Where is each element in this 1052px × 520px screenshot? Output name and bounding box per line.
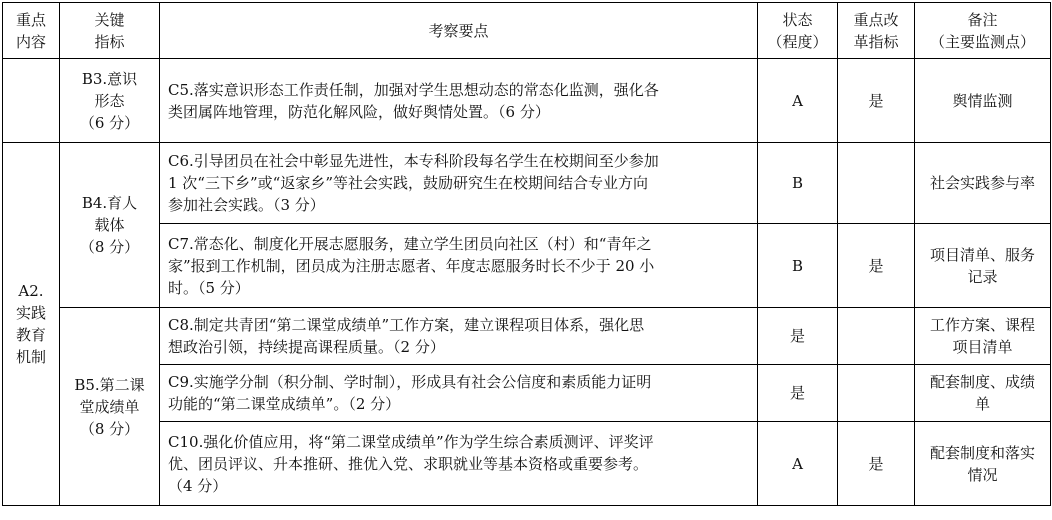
evaluation-table xyxy=(2,2,1051,506)
table-row-c7 xyxy=(3,224,1051,308)
remark-c5: 舆情监测 xyxy=(915,59,1051,143)
header-key-reform: 重点改 革指标 xyxy=(838,3,915,59)
status-c8: 是 xyxy=(758,308,838,365)
status-c10: A xyxy=(758,422,838,506)
table-row-c6 xyxy=(3,143,1051,224)
content-a2: A2. 实践 教育 机制 xyxy=(3,143,60,506)
inspection-point-c10: C10.强化价值应用，将“第二课堂成绩单”作为学生综合素质测评、评奖评 优、团员评议、升本推研、推优入党、求职就业等基本资格或重要参考。 （4 分） xyxy=(160,422,758,506)
key-reform-c6 xyxy=(838,143,915,224)
status-c5: A xyxy=(758,59,838,143)
inspection-point-c7: C7.常态化、制度化开展志愿服务，建立学生团员向社区（村）和“青年之 家”报到工作机制，团员成为注册志愿者、年度志愿服务时长不少于 20 小 时。（5 分） xyxy=(160,224,758,308)
key-reform-c8 xyxy=(838,308,915,365)
header-remarks: 备注 （主要监测点） xyxy=(915,3,1051,59)
table-row-c9 xyxy=(3,365,1051,422)
table-row-c8 xyxy=(3,308,1051,365)
key-reform-c9 xyxy=(838,365,915,422)
inspection-point-c8: C8.制定共青团“第二课堂成绩单”工作方案，建立课程项目体系，强化思 想政治引领，持续提高课程质量。（2 分） xyxy=(160,308,758,365)
content-cell-empty xyxy=(3,59,60,143)
status-c7: B xyxy=(758,224,838,308)
header-key-content: 重点 内容 xyxy=(3,3,60,59)
remark-c10: 配套制度和落实 情况 xyxy=(915,422,1051,506)
inspection-point-c5: C5.落实意识形态工作责任制，加强对学生思想动态的常态化监测，强化各 类团属阵地管理，防范化解风险，做好舆情处置。（6 分） xyxy=(160,59,758,143)
header-row xyxy=(3,3,1051,59)
indicator-b5: B5.第二课 堂成绩单 （8 分） xyxy=(60,308,160,506)
status-c6: B xyxy=(758,143,838,224)
status-c9: 是 xyxy=(758,365,838,422)
inspection-point-c6: C6.引导团员在社会中彰显先进性，本专科阶段每名学生在校期间至少参加 1 次“三下乡”或“返家乡”等社会实践，鼓励研究生在校期间结合专业方向 参加社会实践。（3 分） xyxy=(160,143,758,224)
header-inspection-points: 考察要点 xyxy=(160,3,758,59)
remark-c7: 项目清单、服务 记录 xyxy=(915,224,1051,308)
key-reform-c10: 是 xyxy=(838,422,915,506)
inspection-point-c9: C9.实施学分制（积分制、学时制），形成具有社会公信度和素质能力证明 功能的“第二课堂成绩单”。（2 分） xyxy=(160,365,758,422)
key-reform-c5: 是 xyxy=(838,59,915,143)
remark-c8: 工作方案、课程 项目清单 xyxy=(915,308,1051,365)
table-row-c10 xyxy=(3,422,1051,506)
remark-c6: 社会实践参与率 xyxy=(915,143,1051,224)
remark-c9: 配套制度、成绩 单 xyxy=(915,365,1051,422)
header-key-indicator: 关键 指标 xyxy=(60,3,160,59)
key-reform-c7: 是 xyxy=(838,224,915,308)
header-status: 状态 （程度） xyxy=(758,3,838,59)
indicator-b4: B4.育人 载体 （8 分） xyxy=(60,143,160,308)
indicator-b3: B3.意识 形态 （6 分） xyxy=(60,59,160,143)
table-row-c5 xyxy=(3,59,1051,143)
